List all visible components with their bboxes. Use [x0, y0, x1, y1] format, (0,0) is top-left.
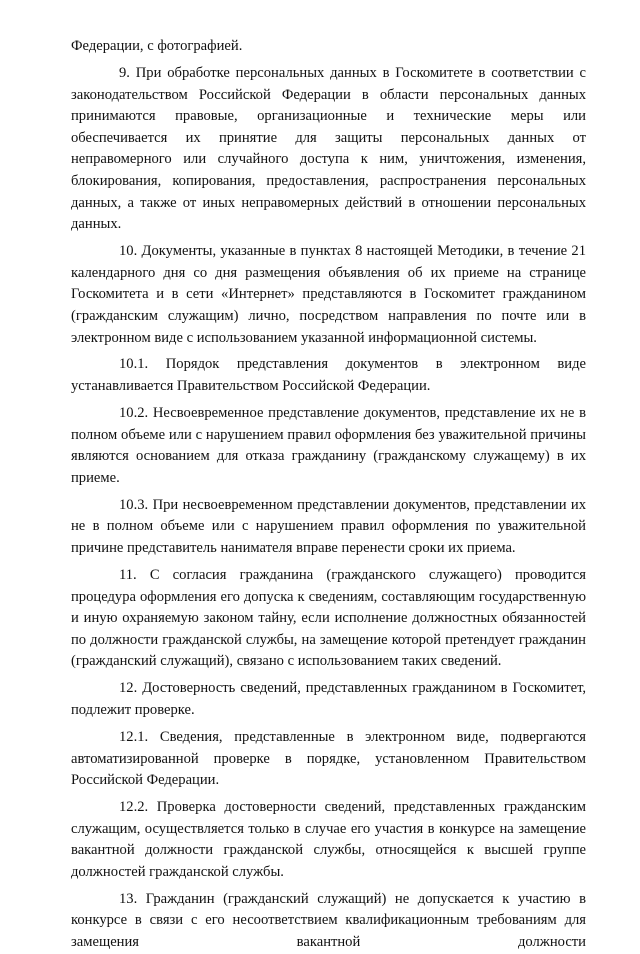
- paragraph-continuation: Федерации, с фотографией.: [71, 38, 243, 54]
- paragraph-12-2: 12.2. Проверка достоверности сведений, представленных гражданским служащим, осуществляется только в случае его участия в конкурсе на замещение вакантной должности гражданской службы, относящейся к высшей группе должностей гражданской службы.: [71, 799, 586, 880]
- paragraph-11: 11. С согласия гражданина (гражданского служащего) проводится процедура оформления его допуска к сведениям, составляющим государственную и иную охраняемую законом тайну, если исполнение должностных обязанностей по должности гражданской службы, на замещение которой претендует гражданин (гражданский служащий), связано с использованием таких сведений.: [71, 567, 586, 670]
- paragraph-12-1: 12.1. Сведения, представленные в электронном виде, подвергаются автоматизированной проверке в порядке, установленном Правительством Российской Федерации.: [71, 728, 586, 789]
- paragraph-10-1: 10.1. Порядок представления документов в электронном виде устанавливается Правительством Российской Федерации.: [71, 356, 586, 395]
- paragraph-10-2: 10.2. Несвоевременное представление документов, представление их не в полном объеме или с нарушением правил оформления без уважительной причины являются основанием для отказа гражданину (гражданскому служащему) в их приеме.: [71, 405, 586, 486]
- paragraph-9: 9. При обработке персональных данных в Госкомитете в соответствии с законодательством Российской Федерации в области персональных данных принимаются правовые, организационные и технические меры или обеспечивается их принятие для защиты персональных данных от неправомерного или случайного доступа к ним, уничтожения, изменения, блокирования, копирования, предоставления, распространения персональных данных, а также от иных неправомерных действий в отношении персональных данных.: [71, 64, 586, 233]
- paragraph-12: 12. Достоверность сведений, представленных гражданином в Госкомитет, подлежит проверке.: [71, 680, 586, 718]
- paragraph-10-3: 10.3. При несвоевременном представлении документов, представлении их не в полном объеме или с нарушением правил оформления по уважительной причине представитель нанимателя вправе перенести сроки их приема.: [71, 496, 586, 557]
- paragraph-13: 13. Гражданин (гражданский служащий) не допускается к участию в конкурсе в связи с его несоответствием квалификационным требованиям для замещения вакантной должности: [71, 890, 586, 951]
- paragraph-10: 10. Документы, указанные в пунктах 8 настоящей Методики, в течение 21 календарного дня со дня размещения объявления об их приеме на странице Госкомитета и в сети «Интернет» представляются в Госкомитет гражданином (гражданским служащим) лично, посредством направления по почте или в электронном виде с использованием указанной информационной системы.: [71, 243, 586, 346]
